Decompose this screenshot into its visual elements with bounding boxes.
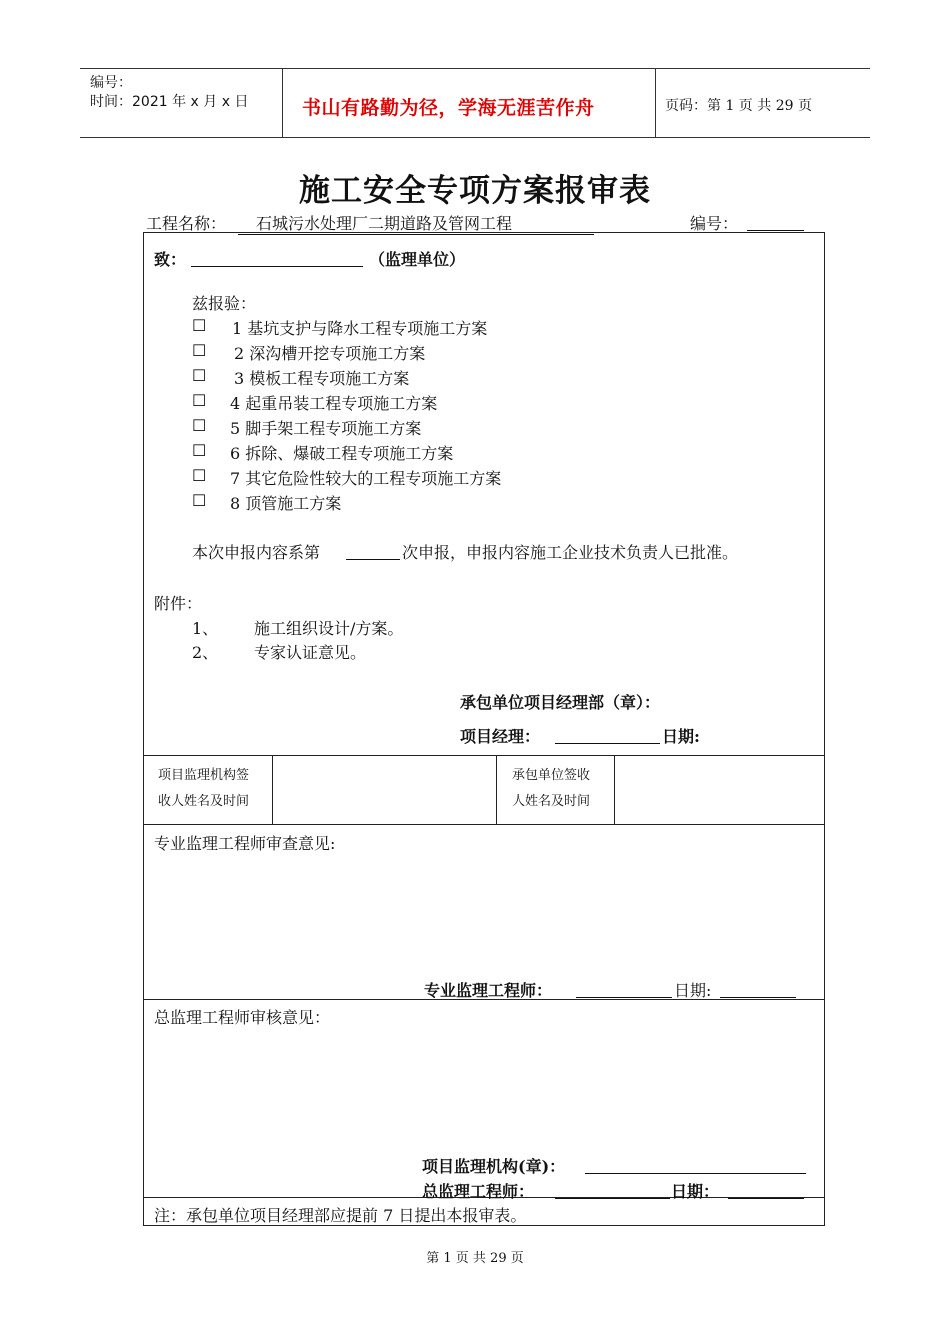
org-seal-field[interactable] bbox=[585, 1154, 806, 1174]
pm-date-label: 日期: bbox=[662, 727, 700, 746]
engineer-sign-label: 专业监理工程师： bbox=[424, 981, 553, 1000]
supervisor-receipt-line1: 项目监理机构签 bbox=[158, 768, 250, 783]
header-number: 编号： bbox=[90, 75, 132, 91]
chief-sign-label: 总监理工程师： bbox=[422, 1182, 535, 1201]
project-name-value: 石城污水处理厂二期道路及管网工程 bbox=[238, 211, 594, 235]
attachment-text: 专家认证意见。 bbox=[254, 643, 367, 662]
declaration-prefix: 本次申报内容系第 bbox=[192, 543, 321, 562]
checkbox-icon[interactable]: ☐ bbox=[192, 341, 207, 360]
plan-item: 8 顶管施工方案 bbox=[230, 494, 342, 513]
header-time: 时间：2021 年 x 月 x 日 bbox=[90, 94, 249, 110]
submit-label: 兹报验： bbox=[192, 294, 257, 313]
supervisor-receipt-field[interactable] bbox=[274, 757, 494, 823]
contractor-receipt-line1: 承包单位签收 bbox=[512, 768, 591, 783]
contractor-receipt-label bbox=[512, 763, 590, 815]
engineer-date-label: 日期: bbox=[674, 981, 712, 1000]
chief-sign-field[interactable] bbox=[555, 1179, 670, 1199]
project-number-label: 编号： bbox=[690, 214, 739, 233]
plan-item: 1 基坑支护与降水工程专项施工方案 bbox=[232, 319, 488, 338]
plan-item: 3 模板工程专项施工方案 bbox=[234, 369, 410, 388]
contractor-receipt-field[interactable] bbox=[616, 757, 822, 823]
submission-count-field[interactable] bbox=[346, 540, 400, 560]
cell-divider bbox=[272, 755, 273, 824]
engineer-sign-field[interactable] bbox=[576, 978, 672, 998]
supervisor-receipt-label bbox=[158, 763, 249, 815]
row-divider bbox=[144, 755, 824, 756]
page-header bbox=[80, 68, 870, 138]
declaration-suffix: 次申报，申报内容施工企业技术负责人已批准。 bbox=[402, 543, 739, 562]
cell-divider bbox=[496, 755, 497, 824]
supervisor-receipt-line2: 收人姓名及时间 bbox=[158, 794, 250, 809]
checkbox-icon[interactable]: ☐ bbox=[192, 466, 207, 485]
to-label: 致： bbox=[154, 250, 187, 269]
org-seal-label: 项目监理机构(章)： bbox=[422, 1157, 566, 1176]
checkbox-icon[interactable]: ☐ bbox=[192, 491, 207, 510]
pm-name-field[interactable] bbox=[555, 724, 660, 744]
engineer-date-field[interactable] bbox=[720, 978, 796, 998]
attachment-number: 2、 bbox=[192, 643, 219, 662]
engineer-opinion-label: 专业监理工程师审查意见: bbox=[154, 834, 336, 853]
checkbox-icon[interactable]: ☐ bbox=[192, 316, 207, 335]
plan-item: 5 脚手架工程专项施工方案 bbox=[230, 419, 422, 438]
header-divider bbox=[655, 69, 656, 137]
checkbox-icon[interactable]: ☐ bbox=[192, 416, 207, 435]
plan-item: 4 起重吊装工程专项施工方案 bbox=[230, 394, 438, 413]
contractor-receipt-line2: 人姓名及时间 bbox=[512, 794, 591, 809]
chief-opinion-label: 总监理工程师审核意见： bbox=[154, 1008, 331, 1027]
header-slogan: 书山有路勤为径，学海无涯苦作舟 bbox=[302, 97, 595, 119]
plan-item: 6 拆除、爆破工程专项施工方案 bbox=[230, 444, 454, 463]
header-page-info: 页码：第 1 页 共 29 页 bbox=[665, 98, 812, 114]
supervisor-unit-field[interactable] bbox=[191, 247, 363, 267]
checkbox-icon[interactable]: ☐ bbox=[192, 391, 207, 410]
chief-date-field[interactable] bbox=[728, 1179, 804, 1199]
cell-divider bbox=[614, 755, 615, 824]
chief-date-label: 日期： bbox=[671, 1182, 720, 1201]
contractor-dept-label: 承包单位项目经理部（章）： bbox=[460, 693, 661, 712]
form-table bbox=[143, 232, 825, 1226]
to-suffix: （监理单位） bbox=[369, 250, 466, 269]
plan-item: 7 其它危险性较大的工程专项施工方案 bbox=[230, 469, 502, 488]
pm-label: 项目经理： bbox=[460, 727, 541, 746]
attachment-number: 1、 bbox=[192, 619, 219, 638]
page-footer: 第 1 页 共 29 页 bbox=[426, 1251, 524, 1266]
note-text: 注：承包单位项目经理部应提前 7 日提出本报审表。 bbox=[154, 1206, 527, 1225]
project-name-label: 工程名称： bbox=[146, 214, 227, 233]
checkbox-icon[interactable]: ☐ bbox=[192, 366, 207, 385]
checkbox-icon[interactable]: ☐ bbox=[192, 441, 207, 460]
page-title: 施工安全专项方案报审表 bbox=[299, 173, 651, 209]
plan-item: 2 深沟槽开挖专项施工方案 bbox=[234, 344, 426, 363]
attachment-text: 施工组织设计/方案。 bbox=[254, 619, 404, 638]
row-divider bbox=[144, 824, 824, 825]
project-number-value bbox=[747, 211, 804, 231]
attachments-label: 附件： bbox=[154, 594, 203, 613]
